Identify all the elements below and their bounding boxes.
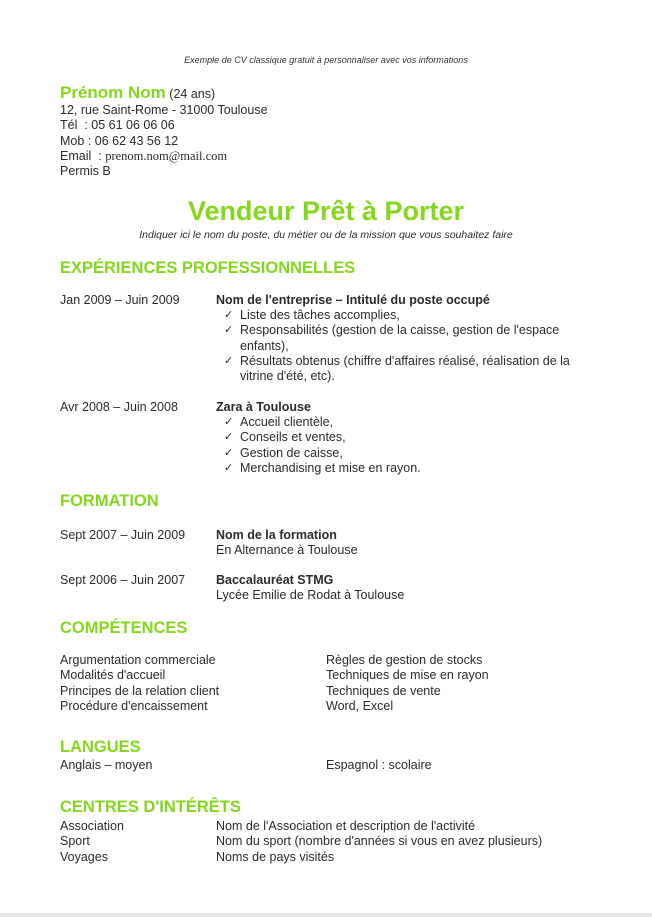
list-item — [224, 415, 606, 430]
bullet-text: Accueil clientèle, — [240, 415, 334, 430]
section-title-interests: CENTRES D'INTÉRÊTS — [60, 798, 241, 816]
entry-bullets — [216, 308, 606, 384]
section-title-experience: EXPÉRIENCES PROFESSIONNELLES — [60, 259, 356, 277]
checkmark-icon: ✓ — [224, 416, 234, 429]
email-separator: : — [98, 148, 102, 163]
checkmark-icon: ✓ — [224, 324, 234, 337]
email-line — [60, 149, 268, 164]
entry-heading: Zara à Toulouse — [216, 400, 311, 414]
entry-dates: Sept 2007 – Juin 2009 — [60, 528, 186, 542]
section-title-languages: LANGUES — [60, 738, 141, 756]
candidate-age: (24 ans) — [169, 87, 216, 101]
language-right — [326, 758, 626, 773]
entry-body — [216, 573, 606, 603]
interest-value: Noms de pays visités — [216, 849, 335, 864]
entry-bullets — [216, 415, 606, 476]
entry-heading: Nom de la formation — [216, 528, 337, 542]
list-item — [224, 446, 606, 461]
checkmark-icon: ✓ — [224, 461, 234, 474]
entry-detail: Lycée Emilie de Rodat à Toulouse — [216, 588, 405, 603]
bullet-text: Merchandising et mise en rayon. — [240, 460, 421, 475]
skill-item: Modalités d'accueil — [60, 668, 166, 683]
entry-body — [216, 400, 606, 476]
skill-item: Procédure d'encaissement — [60, 698, 208, 713]
entry-dates: Jan 2009 – Juin 2009 — [60, 293, 180, 307]
bullet-text: Gestion de caisse, — [240, 445, 343, 460]
list-item — [224, 323, 606, 353]
skills-right-column — [326, 653, 626, 714]
section-title-skills: COMPÉTENCES — [60, 619, 188, 637]
interests-values — [216, 819, 616, 865]
list-item — [224, 354, 606, 384]
email-value[interactable]: prenom.nom@mail.com — [105, 148, 228, 163]
skills-left-column — [60, 653, 320, 714]
entry-heading: Nom de l'entreprise – Intitulé du poste occupé — [216, 293, 490, 307]
language-left — [60, 758, 320, 773]
driving-license: Permis B — [60, 164, 111, 179]
header-note: Exemple de CV classique gratuit à personnaliser avec vos informations — [184, 55, 468, 65]
job-subtitle: Indiquer ici le nom du poste, du métier ou de la mission que vous souhaitez faire — [139, 229, 513, 241]
skill-item: Règles de gestion de stocks — [326, 653, 483, 667]
interest-value: Nom de l'Association et description de l'activité — [216, 819, 476, 833]
phone-label: Tél — [60, 118, 78, 133]
candidate-name: Prénom Nom — [60, 83, 166, 102]
entry-body — [216, 293, 606, 384]
skill-item: Techniques de mise en rayon — [326, 668, 489, 683]
interest-value: Nom du sport (nombre d'années si vous en avez plusieurs) — [216, 834, 543, 849]
interest-label: Association — [60, 819, 124, 833]
mobile-label: Mob — [60, 133, 85, 148]
phone-value: : 05 61 06 06 06 — [84, 118, 175, 133]
skill-item: Argumentation commerciale — [60, 653, 216, 667]
interests-labels — [60, 819, 210, 865]
identity-block — [60, 84, 268, 179]
language-item: Anglais – moyen — [60, 758, 153, 772]
bullet-text: Conseils et ventes, — [240, 430, 346, 445]
skill-item: Principes de la relation client — [60, 683, 220, 698]
list-item — [224, 430, 606, 445]
entry-detail: En Alternance à Toulouse — [216, 543, 358, 558]
interest-label: Voyages — [60, 849, 108, 864]
checkmark-icon: ✓ — [224, 431, 234, 444]
entry-dates: Avr 2008 – Juin 2008 — [60, 400, 178, 414]
list-item — [224, 461, 606, 476]
address: 12, rue Saint-Rome - 31000 Toulouse — [60, 103, 268, 117]
page-bottom-border — [0, 913, 652, 917]
skill-item: Word, Excel — [326, 698, 394, 713]
entry-heading: Baccalauréat STMG — [216, 573, 334, 587]
email-label: Email — [60, 148, 92, 163]
skill-item: Techniques de vente — [326, 683, 441, 698]
mobile-value: : 06 62 43 56 12 — [87, 133, 179, 148]
entry-body — [216, 528, 606, 558]
bullet-text: Liste des tâches accomplies, — [240, 308, 400, 323]
phone-line — [60, 118, 268, 133]
list-item — [224, 308, 606, 323]
entry-dates: Sept 2006 – Juin 2007 — [60, 573, 186, 587]
checkmark-icon: ✓ — [224, 446, 234, 459]
checkmark-icon: ✓ — [224, 354, 234, 367]
mobile-line — [60, 134, 268, 149]
section-title-education: FORMATION — [60, 492, 159, 510]
name-line — [60, 84, 268, 103]
checkmark-icon: ✓ — [224, 309, 234, 322]
bullet-text: Responsabilités (gestion de la caisse, gestion de l'espace enfants), — [240, 323, 560, 353]
language-item: Espagnol : scolaire — [326, 758, 432, 772]
interest-label: Sport — [60, 834, 90, 849]
job-title: Vendeur Prêt à Porter — [187, 196, 465, 226]
bullet-text: Résultats obtenus (chiffre d'affaires réalisé, réalisation de la vitrine d'été, etc). — [240, 353, 570, 384]
